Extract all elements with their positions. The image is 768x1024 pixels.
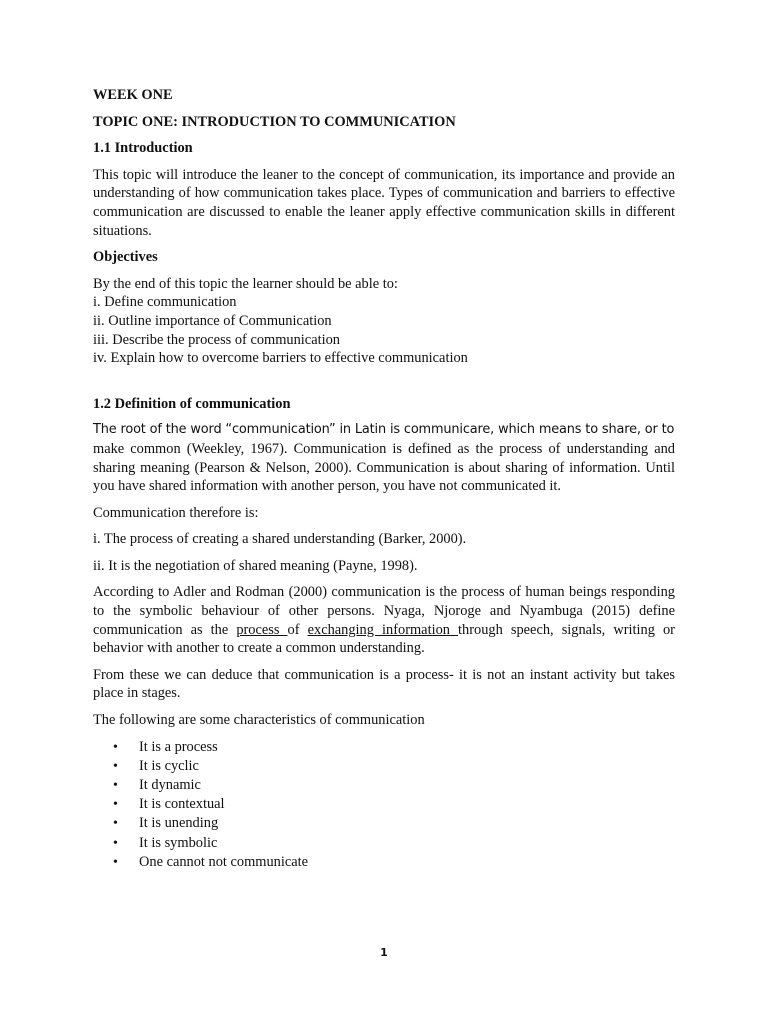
- bullet-icon: •: [113, 816, 118, 832]
- bullet-icon: •: [113, 758, 118, 774]
- bullet-icon: •: [113, 854, 118, 870]
- adler-text-after: through speech, signals, writing or behavior with another to create a common understanding.: [93, 621, 675, 657]
- bullet-icon: •: [113, 778, 118, 794]
- objectives-heading: Objectives: [93, 249, 158, 266]
- adler-text-before: According to Adler and Rodman (2000) communication is the process of human beings responding to the symbolic behaviour of other persons. Nyaga, Njoroge and Nyambuga (2015) define communication as the: [93, 584, 675, 638]
- list-item: [93, 776, 675, 795]
- intro-paragraph: This topic will introduce the leaner to the concept of communication, its importance and provide an understanding of how communication takes place. Types of communication and barriers to effective communication are discussed to enable the leaner apply effective communication skills in different situations.: [93, 166, 675, 239]
- objective-item: iii. Describe the process of communication: [93, 331, 340, 348]
- characteristics-lead: The following are some characteristics of communication: [93, 712, 425, 729]
- topic-heading: TOPIC ONE: INTRODUCTION TO COMMUNICATION: [93, 113, 456, 130]
- definition-first-line: The root of the word “communication” in Latin is communicare, which means to share, or to: [93, 422, 675, 438]
- underlined-exchanging-information: exchanging information: [307, 621, 459, 638]
- intro-heading: 1.1 Introduction: [93, 140, 193, 157]
- list-item-text: It is cyclic: [139, 757, 199, 774]
- deduce-paragraph: From these we can deduce that communication is a process- it is not an instant activity but takes place in stages.: [93, 666, 675, 702]
- week-heading: WEEK ONE: [93, 87, 173, 103]
- objective-item: iv. Explain how to overcome barriers to effective communication: [93, 350, 468, 367]
- bullet-icon: •: [113, 797, 118, 813]
- definition-paragraph: [93, 421, 675, 495]
- list-item-text: It is unending: [139, 815, 219, 832]
- objectives-lead: By the end of this topic the learner should be able to:: [93, 275, 398, 292]
- objectives-list: [93, 293, 675, 367]
- list-item: [93, 738, 675, 757]
- objective-item: i. Define communication: [93, 294, 237, 311]
- list-item: [93, 853, 675, 872]
- definition-point-2: ii. It is the negotiation of shared meaning (Payne, 1998).: [93, 557, 418, 574]
- characteristics-list: [93, 738, 675, 872]
- bullet-icon: •: [113, 739, 118, 755]
- list-item-text: One cannot not communicate: [139, 853, 309, 870]
- list-item: [93, 814, 675, 833]
- bullet-icon: •: [113, 835, 118, 851]
- definition-point-1: i. The process of creating a shared understanding (Barker, 2000).: [93, 531, 467, 548]
- definition-heading: 1.2 Definition of communication: [93, 395, 291, 412]
- list-item-text: It is contextual: [139, 796, 225, 813]
- adler-text-mid: of: [287, 621, 308, 638]
- list-item-text: It is a process: [139, 738, 218, 755]
- list-item: [93, 757, 675, 776]
- page-number: 1: [380, 946, 388, 959]
- list-item-text: It is symbolic: [139, 834, 218, 851]
- objective-item: ii. Outline importance of Communication: [93, 312, 332, 329]
- underlined-process: process: [236, 621, 288, 638]
- therefore-line: Communication therefore is:: [93, 504, 259, 521]
- definition-rest: make common (Weekley, 1967). Communication is defined as the process of understanding and sharing meaning (Pearson & Nelson, 2000). Communication is about sharing of information. Until you have shared information with another person, you have not communicated it.: [93, 440, 675, 495]
- list-item: [93, 795, 675, 814]
- page-content: [93, 86, 675, 872]
- list-item: [93, 834, 675, 853]
- adler-paragraph: [93, 583, 675, 657]
- list-item-text: It dynamic: [139, 777, 201, 794]
